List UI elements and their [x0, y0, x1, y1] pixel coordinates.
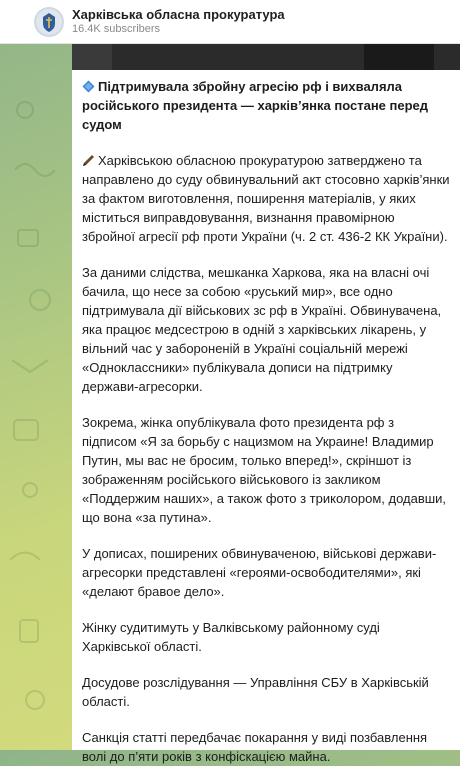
paragraph-2: За даними слідства, мешканка Харкова, яка на власні очі бачила, що несе за собою «руський мир», все одно підтримувала дії військових зс рф в Україні. Обвинувачена, яка працює медсестрою в одній з харківських лікарень, у вільний час у забороненій в Україні соціальній мережі «Одноклассники» публікувала дописи на підтримку держави-агресорки. [82, 265, 442, 394]
channel-title: Харківська обласна прокуратура [72, 6, 285, 22]
subscriber-count: 16.4K subscribers [72, 22, 161, 35]
paragraph-text: Харківською обласною прокуратурою затверджено та направлено до суду обвинувальний акт стосовно харків’янки за фактом виготовлення, поширення матеріалів, у яких міститься виправдовування, визнання правомірною збройної агресії рф проти України (ч. 2 ст. 436-2 КК України). [82, 153, 450, 244]
pen-icon [82, 154, 95, 167]
paragraph-7: Санкція статті передбачає покарання у виді позбавлення волі до п’яти років з конфіскацією майна. [82, 730, 428, 764]
message-bubble[interactable] [72, 44, 460, 764]
channel-avatar[interactable] [34, 7, 64, 37]
post-image[interactable] [72, 44, 460, 70]
blue-diamond-icon [82, 80, 95, 93]
headline-text: Підтримувала збройну агресію рф і вихваляла російського президента — харків’янка постане перед судом [82, 79, 429, 132]
channel-header[interactable] [0, 0, 460, 44]
message-text [72, 70, 460, 766]
paragraph-3: Зокрема, жінка опублікувала фото президента рф з підписом «Я за борьбу с нацизмом на Украине! Владимир Путин, мы вас не бросим, только вперед!», скріншот із зображенням російського військового із закликом «Поддержим наших», а також фото з триколором, додавши, що вона «за путина». [82, 415, 447, 525]
paragraph-5: Жінку судитимуть у Валківському районному суді Харківської області. [82, 620, 380, 654]
paragraph-6: Досудове розслідування — Управління СБУ в Харківській області. [82, 675, 429, 709]
post-headline [82, 77, 450, 134]
paragraph-1 [82, 151, 450, 246]
emblem-icon [36, 9, 62, 35]
paragraph-4: У дописах, поширених обвинуваченою, військові держави-агресорки представлені «героями-освободителями», які «делают бравое дело». [82, 546, 437, 599]
